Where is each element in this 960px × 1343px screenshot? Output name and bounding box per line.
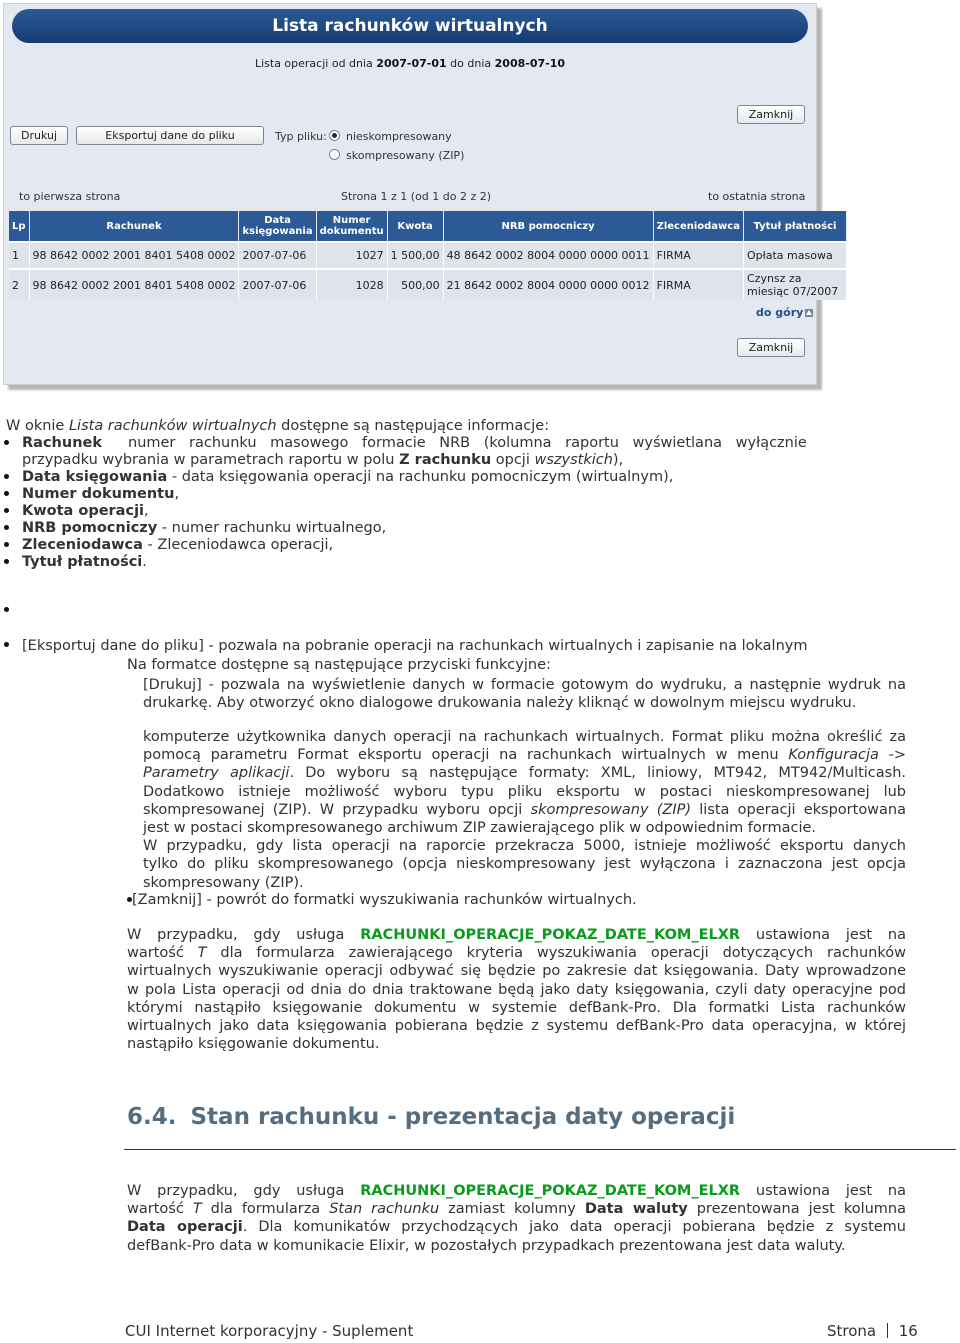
date-from: 2007-07-01: [376, 57, 447, 70]
bullet: [4, 491, 9, 496]
col-lp[interactable]: Lp: [9, 211, 29, 242]
option-compressed-label: skompresowany (ZIP): [346, 149, 465, 162]
service-paragraph-1: W przypadku, gdy usługa RACHUNKI_OPERACJE_POKAZ_DATE_KOM_ELXR ustawiona jest na wartość T dla formularza zawierającego kryteria wyszukiwania operacji dotyczących rachunków wirtualnych wyszukiwanie operacji odbywać się będzie po zakresie dat księgowania. Daty wprowadzone w pola Lista operacji od dnia do dnia traktowane będą jako daty księgowania, czyli daty operacyjne pod którymi nastąpiło księgowanie dokumentu w systemie defBank-Pro. Dla formatki Lista rachunków wirtualnych jako data księgowania pobierana będzie z systemu defBank-Pro data operacyjna, w której nastąpiło księgowanie dokumentu.: [127, 927, 906, 1053]
close-button-bottom[interactable]: Zamknij: [737, 338, 805, 357]
section-number: 6.4.: [127, 1104, 177, 1130]
close-button-top[interactable]: Zamknij: [737, 105, 805, 124]
bullet: [4, 542, 9, 547]
col-document-number[interactable]: Numer dokumentu: [316, 211, 387, 242]
bullet: [4, 508, 9, 513]
service-name: RACHUNKI_OPERACJE_POKAZ_DATE_KOM_ELXR: [360, 927, 741, 943]
window-name: Lista rachunków wirtualnych: [68, 418, 277, 434]
file-type-label: Typ pliku:: [275, 130, 327, 143]
table-row[interactable]: 1 98 8642 0002 2001 8401 5408 0002 2007-07-06 1027 1 500,00 48 8642 0002 8004 0000 0000 0011 FIRMA Opłata masowa: [9, 242, 846, 269]
heading-rule: [124, 1149, 956, 1150]
field-data-ksiegowania: Data księgowania - data księgowania operacji na rachunku pomocniczym (wirtualnym),: [22, 469, 674, 485]
option-uncompressed-label: nieskompresowany: [346, 130, 452, 143]
table-header-row: [9, 211, 846, 242]
export-button[interactable]: Eksportuj dane do pliku: [76, 126, 264, 145]
service-paragraph-2: W przypadku, gdy usługa RACHUNKI_OPERACJE_POKAZ_DATE_KOM_ELXR ustawiona jest na wartość T dla formularza Stan rachunku zamiast kolumny Data waluty prezentowana jest kolumna Data operacji. Dla komunikatów przychodzących jako data operacji pobierana będzie z systemu defBank-Pro data w komunikacie Elixir, w pozostałych przypadkach prezentowana jest data waluty.: [127, 1183, 906, 1254]
screenshot-panel: [3, 3, 839, 385]
field-tytul-platnosci: Tytuł płatności.: [22, 554, 147, 570]
field-rachunek: Rachunek numer rachunku masowego formacie NRB (kolumna raportu wyświetlana wyłącznie: [22, 435, 807, 451]
col-auxiliary-nrb[interactable]: NRB pomocniczy: [443, 211, 653, 242]
footer-page: Strona 16: [827, 1322, 918, 1340]
field-numer-dokumentu: Numer dokumentu,: [22, 486, 180, 502]
col-account[interactable]: Rachunek: [29, 211, 239, 242]
field-rachunek-cont: przypadku wybrania w parametrach raportu w polu Z rachunku opcji wszystkich),: [22, 452, 624, 468]
radio-compressed[interactable]: [329, 149, 340, 160]
arrow-up-icon: [805, 309, 813, 317]
period-line: Lista operacji od dnia 2007-07-01 do dnia 2008-07-10: [254, 57, 566, 70]
col-payment-title[interactable]: Tytuł płatności: [743, 211, 846, 242]
section-heading: [127, 1104, 735, 1130]
bullet: [4, 642, 9, 647]
nav-page-info: Strona 1 z 1 (od 1 do 2 z 2): [341, 190, 492, 203]
section-title: Stan rachunku - prezentacja daty operacji: [190, 1104, 736, 1130]
bullet: [4, 525, 9, 530]
operations-table: [9, 211, 847, 300]
page-number: 16: [898, 1322, 918, 1340]
table-row[interactable]: 2 98 8642 0002 2001 8401 5408 0002 2007-07-06 1028 500,00 21 8642 0002 8004 0000 0000 0012 FIRMA Czynsz za miesiąc 07/2007: [9, 269, 846, 300]
window-title: Lista rachunków wirtualnych: [12, 9, 808, 43]
col-orderer[interactable]: Zleceniodawca: [653, 211, 743, 242]
bullet: [4, 607, 9, 612]
to-top-link[interactable]: do góry: [756, 306, 813, 319]
nav-last: to ostatnia strona: [708, 190, 806, 203]
col-booking-date[interactable]: Data księgowania: [239, 211, 316, 242]
intro-line: W oknie Lista rachunków wirtualnych dostępne są następujące informacje:: [6, 418, 550, 434]
field-nrb-pomocniczy: NRB pomocniczy - numer rachunku wirtualnego,: [22, 520, 387, 536]
service-name: RACHUNKI_OPERACJE_POKAZ_DATE_KOM_ELXR: [360, 1183, 741, 1199]
bullet: [4, 559, 9, 564]
export-description: [Eksportuj dane do pliku] - pozwala na pobranie operacji na rachunkach wirtualnych i zapisanie na lokalnym: [22, 638, 808, 654]
field-zleceniodawca: Zleceniodawca - Zleceniodawca operacji,: [22, 537, 334, 553]
field-kwota-operacji: Kwota operacji,: [22, 503, 149, 519]
close-description: [Zamknij] - powrót do formatki wyszukiwania rachunków wirtualnych.: [132, 892, 637, 908]
print-button[interactable]: Drukuj: [10, 126, 68, 145]
export-format-description: komputerze użytkownika danych operacji na rachunkach wirtualnych. Format pliku można określić za pomocą parametru Format eksportu operacji na rachunkach wirtualnych w menu Konfiguracja -> Parametry aplikacji. Do wyboru są następujące formaty: XML, liniowy, MT942, MT942/Multicash. Dodatkowo istnieje możliwość wyboru typu pliku eksportu w postaci nieskompresowanej lub skompresowanej (ZIP). W przypadku wyboru opcji skompresowany (ZIP) lista operacji eksportowana jest w postaci skompresowanego archiwum ZIP zawierającego plik w odpowiednim formacie. W przypadku, gdy lista operacji na raporcie przekracza 5000, istnieje możliwość eksportu danych tylko do pliku skompresowanego (opcja nieskompresowany jest wyłączona i zaznaczona jest opcja skompresowany (ZIP).: [143, 729, 907, 891]
available-buttons-line: Na formatce dostępne są następujące przyciski funkcyjne:: [127, 657, 551, 673]
nav-first: to pierwsza strona: [19, 190, 121, 203]
radio-uncompressed[interactable]: [329, 130, 340, 141]
col-amount[interactable]: Kwota: [387, 211, 443, 242]
footer-title: CUI Internet korporacyjny - Suplement: [125, 1322, 414, 1340]
bullet: [4, 440, 9, 445]
print-description: [Drukuj] - pozwala na wyświetlenie danych w formacie gotowym do wydruku, a następnie wydruk na drukarkę. Aby otworzyć okno dialogowe drukowania należy kliknąć w dowolnym miejscu wydruku.: [143, 677, 906, 712]
date-to: 2008-07-10: [494, 57, 566, 70]
bullet: [4, 474, 9, 479]
